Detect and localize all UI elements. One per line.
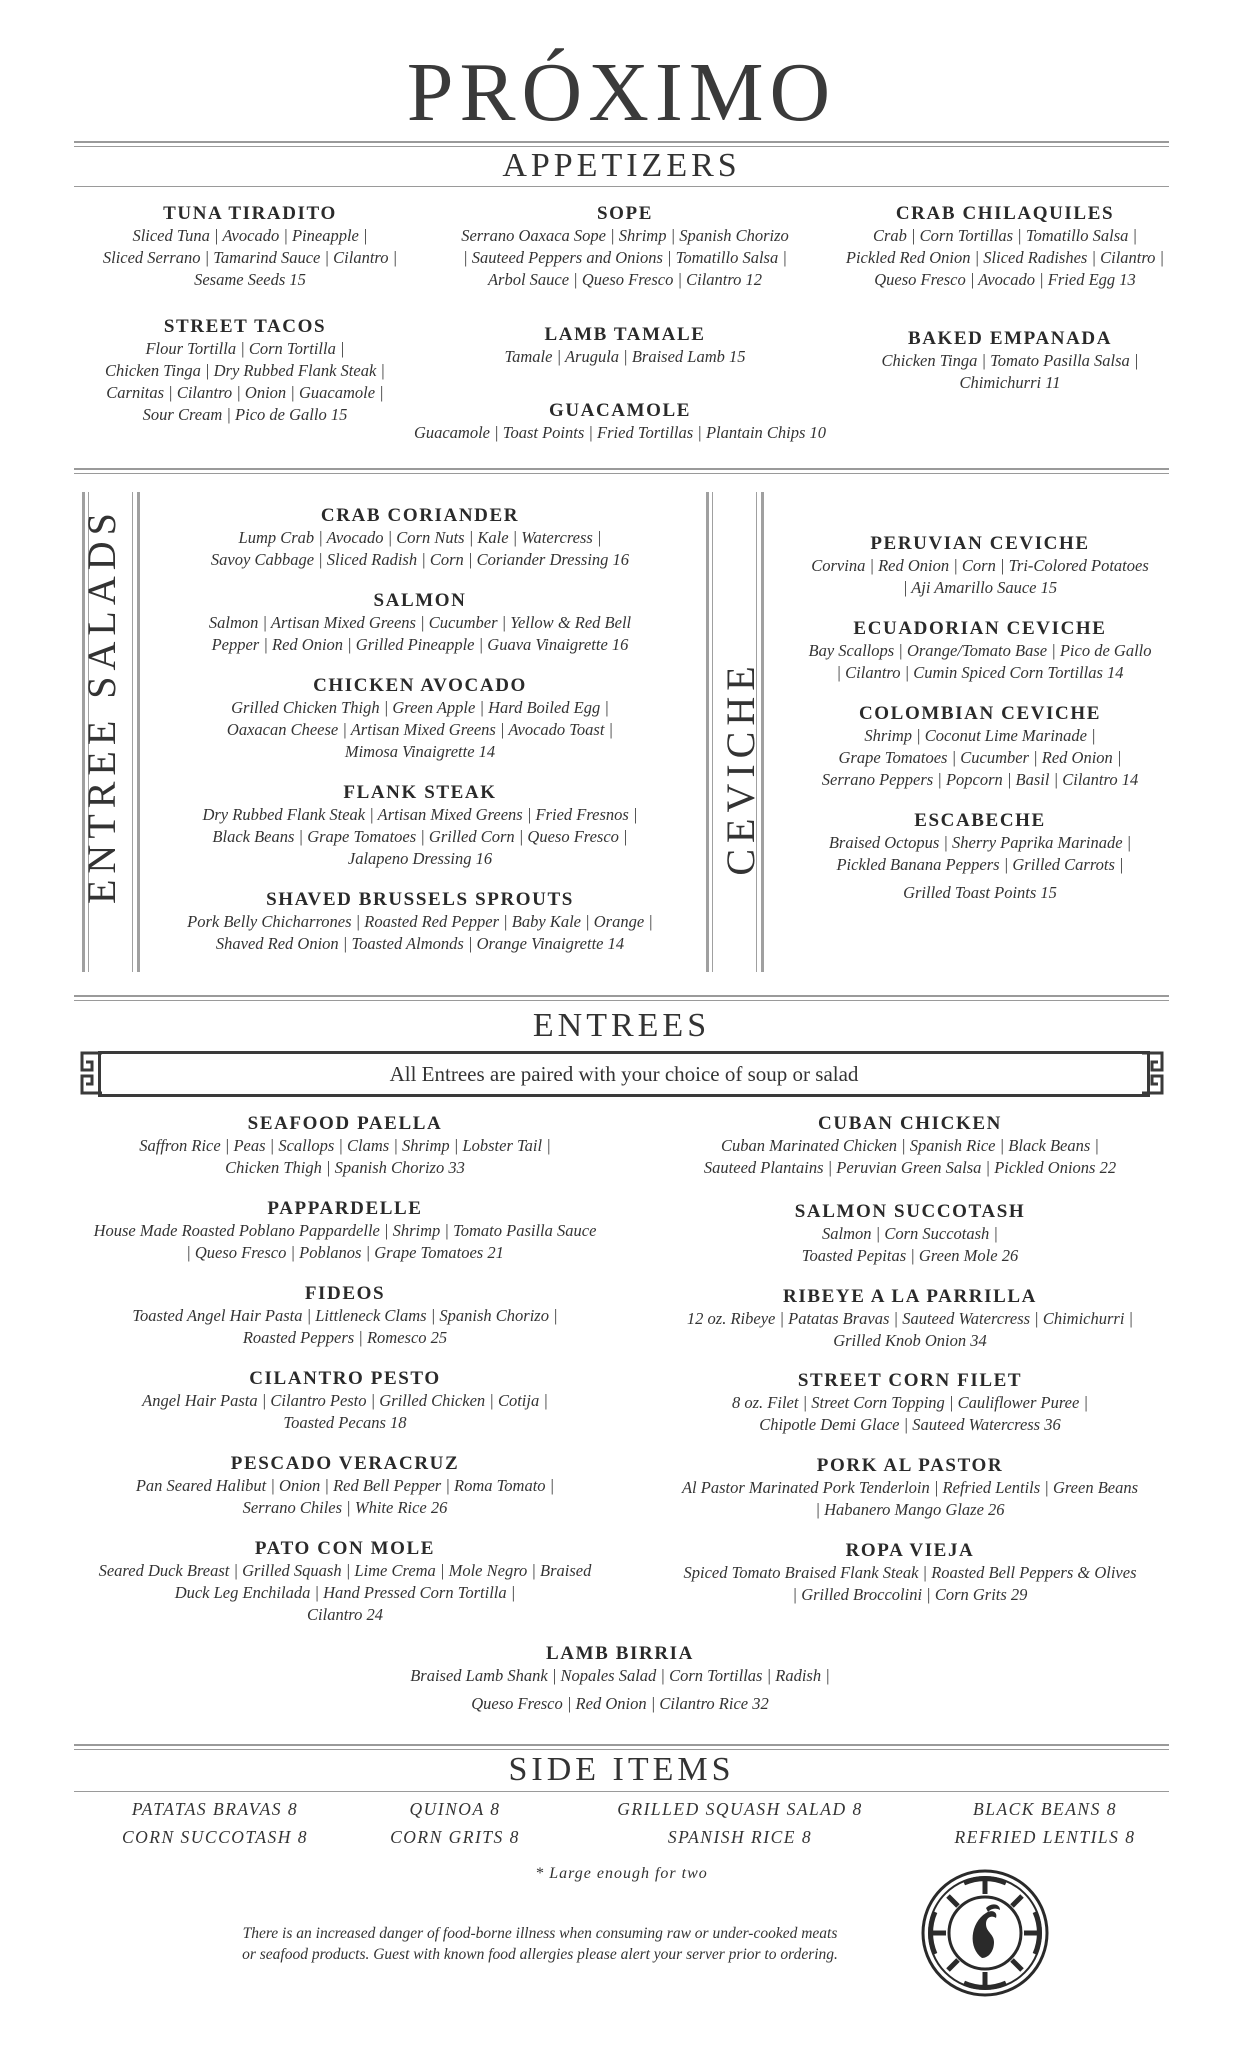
item-description: Guacamole | Toast Points | Fried Tortillas | Plantain Chips 10 — [413, 423, 827, 442]
menu-item — [140, 505, 700, 571]
side-item: GRILLED SQUASH SALAD 8 — [617, 1799, 863, 1819]
item-description: Salmon | Corn Succotash | Toasted Pepitas | Green Mole 26 — [801, 1224, 1019, 1265]
menu-item — [810, 203, 1200, 291]
item-name: CRAB CORIANDER — [320, 505, 520, 526]
item-name: STREET CORN FILET — [797, 1370, 1023, 1391]
side-item: REFRIED LENTILS 8 — [954, 1827, 1136, 1847]
menu-item — [630, 1201, 1190, 1267]
item-name: LAMB BIRRIA — [546, 1643, 694, 1664]
item-description: Serrano Oaxaca Sope | Shrimp | Spanish Chorizo | Sauteed Peppers and Onions | Tomatillo Salsa | Arbol Sauce | Queso Fresco | Cilantro 12 — [461, 226, 789, 289]
item-description: Sliced Tuna | Avocado | Pineapple | Sliced Serrano | Tamarind Sauce | Cilantro | Sesame Seeds 15 — [102, 226, 398, 289]
item-description: Dry Rubbed Flank Steak | Artisan Mixed Greens | Fried Fresnos | Black Beans | Grape Tomatoes | Grilled Corn | Queso Fresco | Jalapeno Dressing 16 — [202, 805, 638, 868]
side-item: PATATAS BRAVAS 8 — [131, 1799, 299, 1819]
item-name: GUACAMOLE — [548, 400, 692, 421]
item-name: CHICKEN AVOCADO — [313, 675, 527, 696]
item-name: ECUADORIAN CEVICHE — [853, 618, 1107, 639]
menu-item — [630, 1540, 1190, 1606]
menu-item — [140, 782, 700, 870]
side-item: QUINOA 8 — [409, 1799, 501, 1819]
menu-item — [430, 324, 820, 368]
menu-item — [140, 889, 700, 955]
menu-item — [140, 590, 700, 656]
menu-item — [320, 1643, 920, 1715]
menu-item — [770, 882, 1190, 904]
item-name: RIBEYE A LA PARRILLA — [783, 1286, 1037, 1307]
item-description: Braised Octopus | Sherry Paprika Marinade | Pickled Banana Peppers | Grilled Carrots | — [828, 833, 1132, 874]
item-name: ROPA VIEJA — [845, 1540, 975, 1561]
item-description: Shrimp | Coconut Lime Marinade | Grape Tomatoes | Cucumber | Red Onion | Serrano Peppers | Popcorn | Basil | Cilantro 14 — [821, 726, 1139, 789]
section-title-side-items: SIDE ITEMS — [508, 1751, 735, 1788]
divider — [761, 492, 764, 972]
item-description: Tamale | Arugula | Braised Lamb 15 — [504, 347, 746, 366]
menu-item — [60, 1368, 630, 1434]
section-title-appetizers: APPETIZERS — [502, 147, 741, 184]
divider — [712, 492, 713, 972]
item-description: Pork Belly Chicharrones | Roasted Red Pepper | Baby Kale | Orange | Shaved Red Onion | Toasted Almonds | Orange Vinaigrette 14 — [187, 912, 653, 953]
menu-item — [630, 1455, 1190, 1521]
menu-item — [140, 675, 700, 763]
item-description: Toasted Angel Hair Pasta | Littleneck Clams | Spanish Chorizo | Roasted Peppers | Romesco 25 — [132, 1306, 558, 1347]
divider — [74, 468, 1169, 470]
item-description: Flour Tortilla | Corn Tortilla | Chicken Tinga | Dry Rubbed Flank Steak | Carnitas | Cilantro | Onion | Guacamole | Sour Cream | Pico de Gallo 15 — [105, 339, 385, 424]
item-description: Grilled Toast Points 15 — [903, 883, 1057, 902]
item-description: Saffron Rice | Peas | Scallops | Clams | Shrimp | Lobster Tail | Chicken Thigh | Spanish Chorizo 33 — [139, 1136, 551, 1177]
side-item: BLACK BEANS 8 — [973, 1799, 1117, 1819]
menu-item — [630, 1286, 1190, 1352]
menu-item — [770, 810, 1190, 876]
menu-item — [60, 203, 440, 291]
menu-item — [330, 400, 910, 444]
menu-item — [630, 1113, 1190, 1179]
food-safety-disclaimer: There is an increased danger of food-borne illness when consuming raw or under-cooked meats or seafood products. Guest with known food allergies please alert your server prior to ordering. — [242, 1925, 838, 1963]
item-description: 8 oz. Filet | Street Corn Topping | Cauliflower Puree | Chipotle Demi Glace | Sauteed Watercress 36 — [732, 1393, 1088, 1434]
item-description: Salmon | Artisan Mixed Greens | Cucumber | Yellow & Red Bell Pepper | Red Onion | Grilled Pineapple | Guava Vinaigrette 16 — [208, 613, 632, 654]
item-description: Chicken Tinga | Tomato Pasilla Salsa | Chimichurri 11 — [881, 351, 1139, 392]
divider — [74, 995, 1169, 997]
menu-item — [770, 533, 1190, 599]
item-description: Angel Hair Pasta | Cilantro Pesto | Grilled Chicken | Cotija | Toasted Pecans 18 — [142, 1391, 548, 1432]
side-item: SPANISH RICE 8 — [667, 1827, 813, 1847]
menu-item — [630, 1370, 1190, 1436]
menu-item — [60, 1283, 630, 1349]
item-name: PATO CON MOLE — [254, 1538, 436, 1559]
menu-item — [770, 618, 1190, 684]
large-portion-note: * Large enough for two — [535, 1865, 708, 1882]
item-name: COLOMBIAN CEVICHE — [858, 703, 1102, 724]
item-name: SOPE — [596, 203, 654, 224]
menu-item — [60, 1113, 630, 1179]
item-name: PERUVIAN CEVICHE — [870, 533, 1090, 554]
entrees-banner: All Entrees are paired with your choice of soup or salad — [98, 1051, 1150, 1097]
divider — [74, 473, 1169, 474]
divider — [74, 1744, 1169, 1746]
item-description: Braised Lamb Shank | Nopales Salad | Corn Tortillas | Radish | — [410, 1666, 830, 1685]
item-description: Crab | Corn Tortillas | Tomatillo Salsa | Pickled Red Onion | Sliced Radishes | Cilantro | Queso Fresco | Avocado | Fried Egg 13 — [845, 226, 1165, 289]
divider — [74, 1791, 1169, 1792]
item-description: Bay Scallops | Orange/Tomato Base | Pico de Gallo | Cilantro | Cumin Spiced Corn Tortillas 14 — [808, 641, 1152, 682]
item-name: SALMON — [373, 590, 467, 611]
item-name: FLANK STEAK — [343, 782, 497, 803]
menu-item — [60, 1198, 630, 1264]
item-description: Pan Seared Halibut | Onion | Red Bell Pepper | Roma Tomato | Serrano Chiles | White Rice 26 — [135, 1476, 555, 1517]
section-title-entrees: ENTREES — [532, 1007, 711, 1044]
item-description: Grilled Chicken Thigh | Green Apple | Hard Boiled Egg | Oaxacan Cheese | Artisan Mixed Greens | Avocado Toast | Mimosa Vinaigrette 14 — [226, 698, 614, 761]
item-name: TUNA TIRADITO — [163, 203, 337, 224]
item-name: CRAB CHILAQUILES — [895, 203, 1115, 224]
side-item: CORN SUCCOTASH 8 — [121, 1827, 309, 1847]
item-name: CILANTRO PESTO — [249, 1368, 441, 1389]
item-name: ESCABECHE — [914, 810, 1046, 831]
divider — [756, 492, 757, 972]
item-name: BAKED EMPANADA — [907, 328, 1113, 349]
item-description: Cuban Marinated Chicken | Spanish Rice | Black Beans | Sauteed Plantains | Peruvian Green Salsa | Pickled Onions 22 — [703, 1136, 1117, 1177]
item-name: LAMB TAMALE — [544, 324, 706, 345]
divider — [74, 1000, 1169, 1001]
restaurant-title: PRÓXIMO — [406, 46, 837, 139]
item-name: PORK AL PASTOR — [816, 1455, 1004, 1476]
divider — [74, 141, 1169, 143]
item-description: Queso Fresco | Red Onion | Cilantro Rice 32 — [471, 1694, 769, 1713]
menu-item — [820, 328, 1200, 394]
item-name: STREET TACOS — [163, 316, 327, 337]
item-description: Lump Crab | Avocado | Corn Nuts | Kale | Watercress | Savoy Cabbage | Sliced Radish | Corn | Coriander Dressing 16 — [210, 528, 630, 569]
item-name: SEAFOOD PAELLA — [247, 1113, 443, 1134]
menu-item — [60, 1453, 630, 1519]
menu-item — [60, 1538, 630, 1626]
item-name: SALMON SUCCOTASH — [794, 1201, 1026, 1222]
divider — [132, 492, 133, 972]
item-name: PESCADO VERACRUZ — [230, 1453, 460, 1474]
item-name: SHAVED BRUSSELS SPROUTS — [266, 889, 574, 910]
item-description: House Made Roasted Poblano Pappardelle | Shrimp | Tomato Pasilla Sauce | Queso Fresco | Poblanos | Grape Tomatoes 21 — [93, 1221, 597, 1262]
divider — [74, 186, 1169, 187]
section-title-entree-salads: ENTREE SALADS — [79, 507, 124, 904]
item-description: Corvina | Red Onion | Corn | Tri-Colored Potatoes | Aji Amarillo Sauce 15 — [811, 556, 1149, 597]
item-description: Al Pastor Marinated Pork Tenderloin | Refried Lentils | Green Beans | Habanero Mango Glaze 26 — [681, 1478, 1139, 1519]
item-description: Seared Duck Breast | Grilled Squash | Lime Crema | Mole Negro | Braised Duck Leg Enchilada | Hand Pressed Corn Tortilla | Cilantro 24 — [98, 1561, 592, 1624]
side-item: CORN GRITS 8 — [390, 1827, 520, 1847]
item-description: Spiced Tomato Braised Flank Steak | Roasted Bell Peppers & Olives | Grilled Broccolini | Corn Grits 29 — [683, 1563, 1137, 1604]
section-title-ceviche: CEVICHE — [718, 660, 763, 876]
item-name: FIDEOS — [304, 1283, 386, 1304]
proximo-medallion-icon — [920, 1868, 1050, 1998]
divider — [706, 492, 709, 972]
item-description: 12 oz. Ribeye | Patatas Bravas | Sauteed Watercress | Chimichurri | Grilled Knob Onion 34 — [686, 1309, 1134, 1350]
menu-item — [430, 203, 820, 291]
item-name: CUBAN CHICKEN — [818, 1113, 1002, 1134]
item-name: PAPPARDELLE — [267, 1198, 423, 1219]
menu-item — [770, 703, 1190, 791]
